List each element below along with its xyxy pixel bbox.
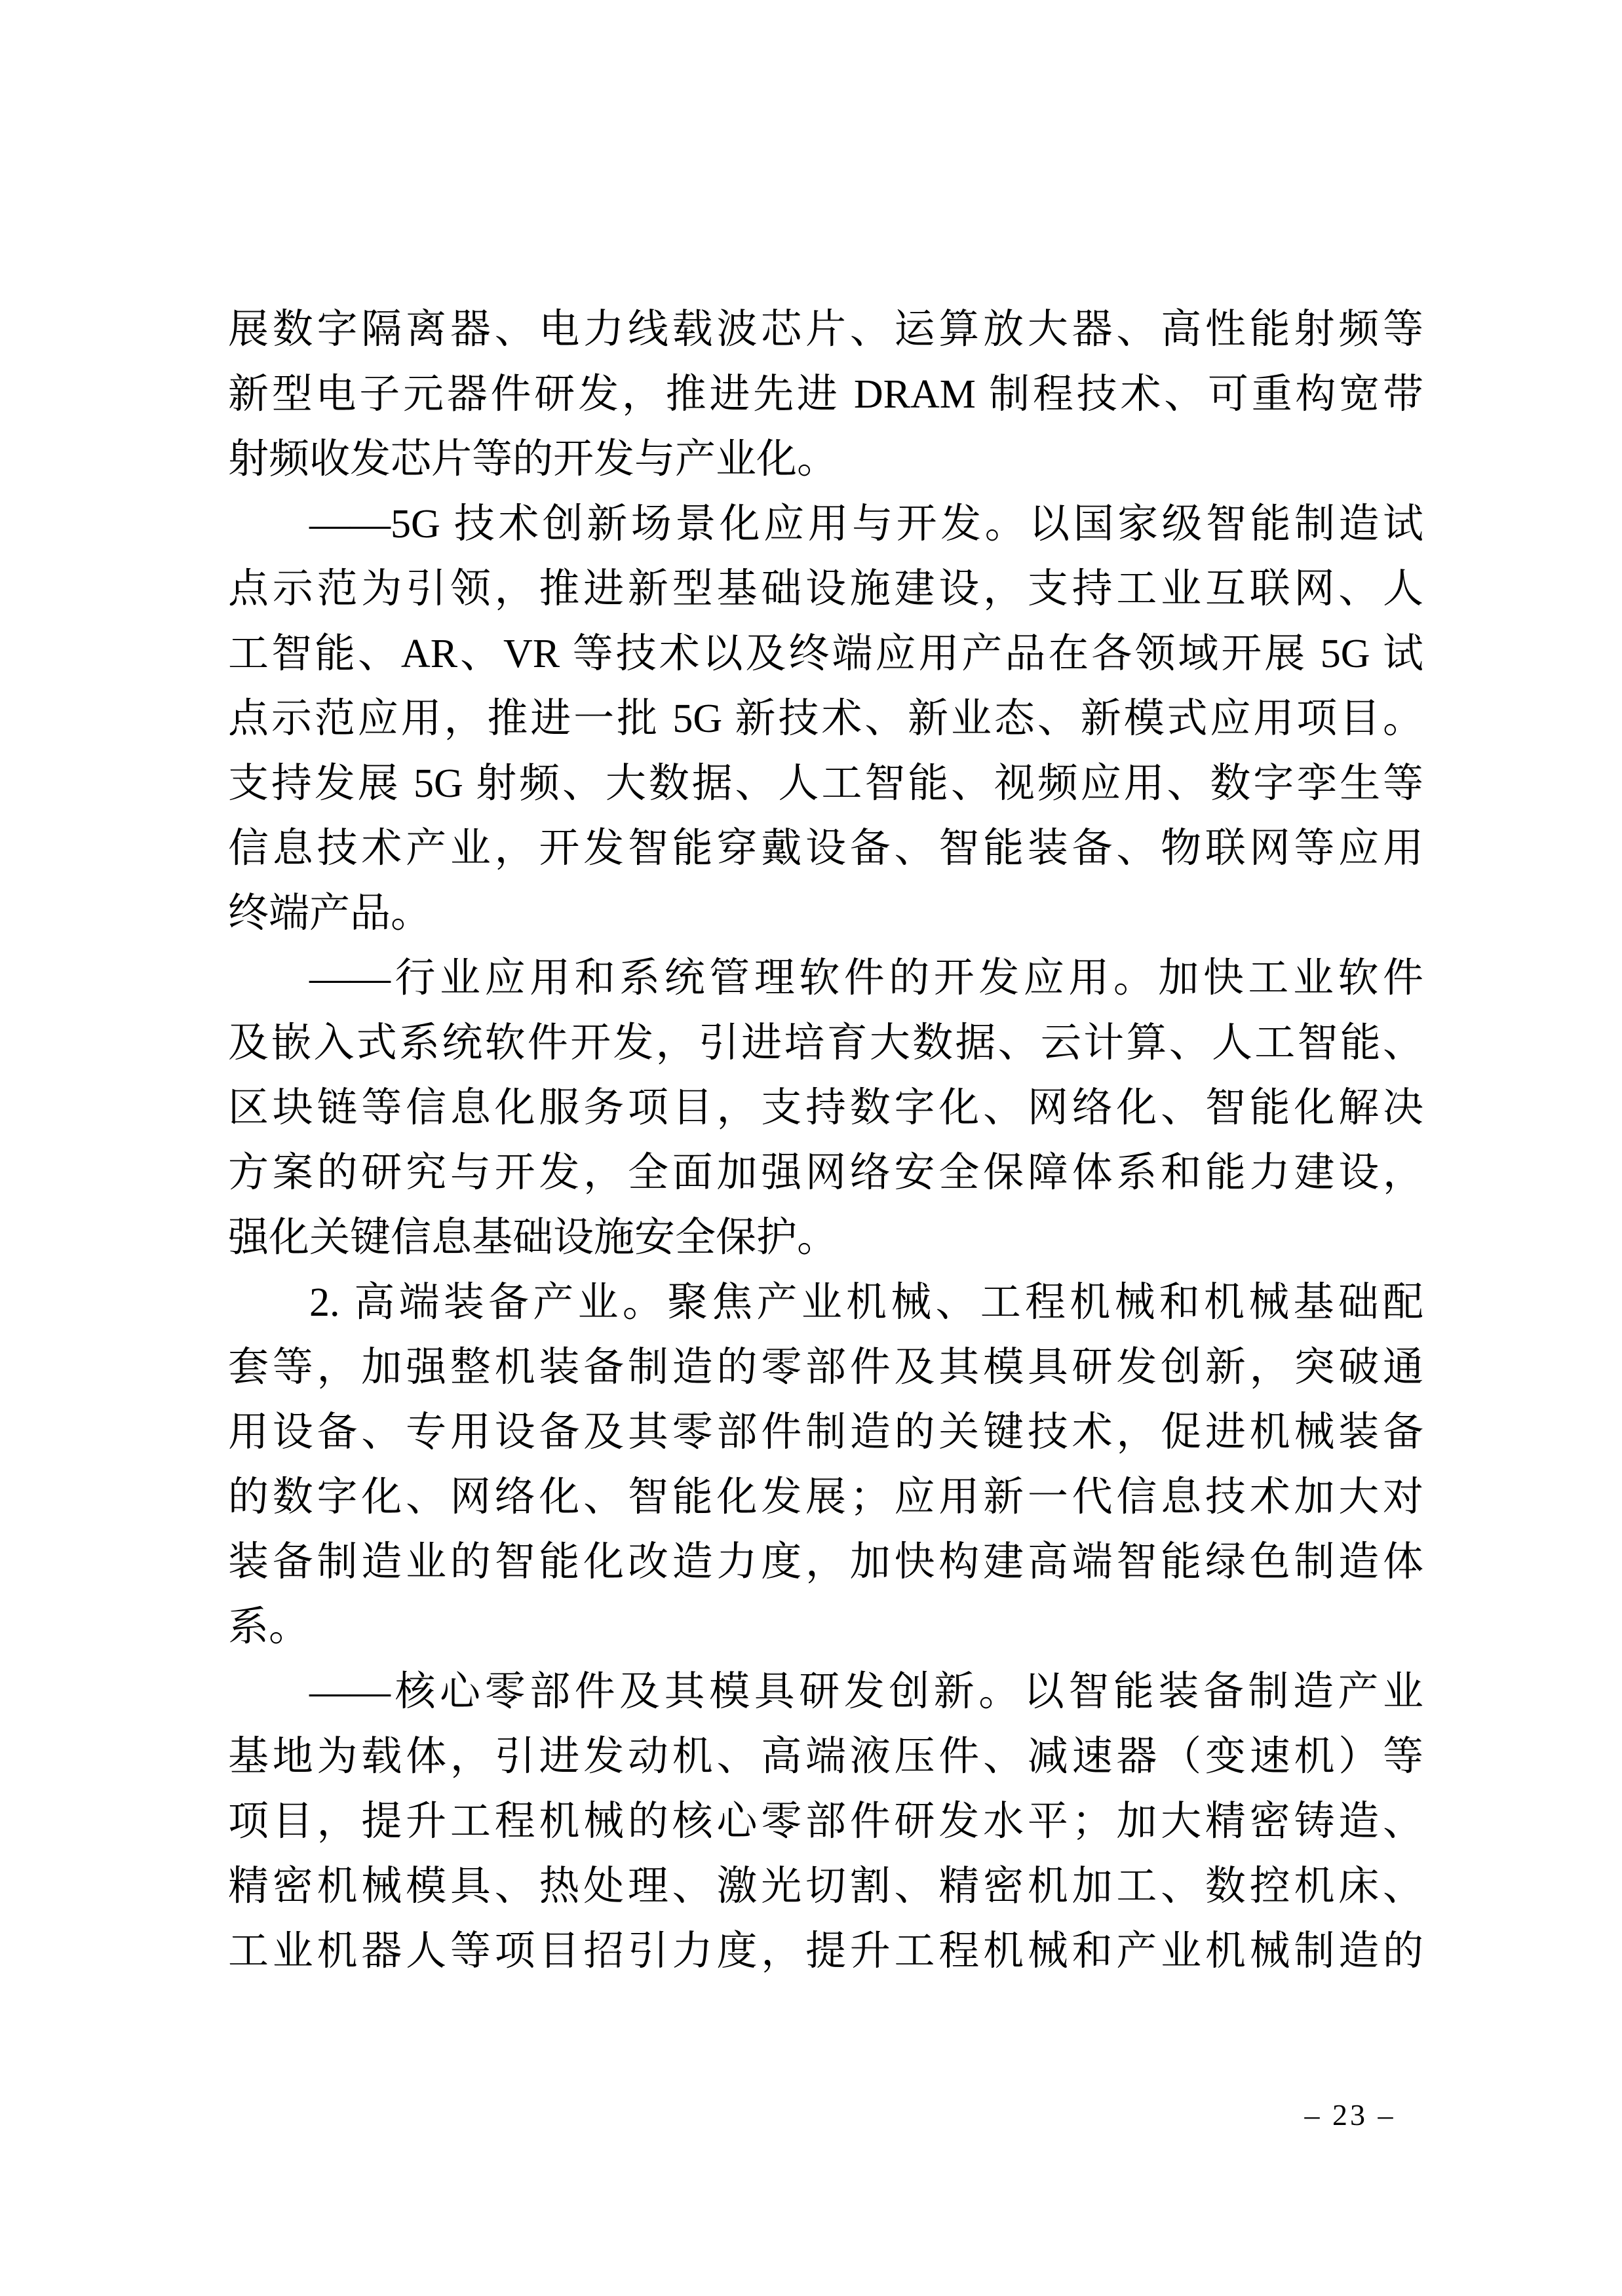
text-line: 系。 [228, 1605, 310, 1649]
text-line: 区块链等信息化服务项目，支持数字化、网络化、智能化解决 [228, 1086, 1423, 1130]
text-line: 2. 高端装备产业。聚焦产业机械、工程机械和机械基础配 [309, 1280, 1423, 1325]
text-line: ——行业应用和系统管理软件的开发应用。加快工业软件 [309, 956, 1423, 1001]
text-line: 用设备、专用设备及其零部件制造的关键技术，促进机械装备 [228, 1410, 1423, 1455]
text-line: 支持发展 5G 射频、大数据、人工智能、视频应用、数字孪生等 [228, 761, 1423, 806]
document-body [228, 297, 1423, 1984]
text-line: 基地为载体，引进发动机、高端液压件、减速器（变速机）等 [228, 1734, 1423, 1779]
text-line: 套等，加强整机装备制造的零部件及其模具研发创新，突破通 [228, 1345, 1423, 1390]
text-line: 精密机械模具、热处理、激光切割、精密机加工、数控机床、 [228, 1864, 1423, 1909]
text-line: 点示范为引领，推进新型基础设施建设，支持工业互联网、人 [228, 567, 1423, 611]
text-line: 装备制造业的智能化改造力度，加快构建高端智能绿色制造体 [228, 1540, 1423, 1584]
text-line: 强化关键信息基础设施安全保护。 [228, 1215, 838, 1260]
text-line: ——5G 技术创新场景化应用与开发。以国家级智能制造试 [309, 502, 1423, 546]
text-line: 新型电子元器件研发，推进先进 DRAM 制程技术、可重构宽带 [228, 372, 1423, 417]
text-line: 展数字隔离器、电力线载波芯片、运算放大器、高性能射频等 [228, 307, 1423, 352]
text-line: 点示范应用，推进一批 5G 新技术、新业态、新模式应用项目。 [228, 697, 1423, 741]
text-line: 的数字化、网络化、智能化发展；应用新一代信息技术加大对 [228, 1475, 1423, 1520]
page-number: – 23 – [1304, 2098, 1396, 2132]
text-line: 工智能、AR、VR 等技术以及终端应用产品在各领域开展 5G 试 [228, 632, 1423, 676]
text-line: ——核心零部件及其模具研发创新。以智能装备制造产业 [309, 1670, 1423, 1714]
text-line: 射频收发芯片等的开发与产业化。 [228, 437, 838, 482]
text-line: 终端产品。 [228, 891, 432, 936]
text-line: 及嵌入式系统软件开发，引进培育大数据、云计算、人工智能、 [228, 1021, 1423, 1065]
text-line: 方案的研究与开发，全面加强网络安全保障体系和能力建设， [228, 1151, 1423, 1195]
text-line: 项目，提升工程机械的核心零部件研发水平；加大精密铸造、 [228, 1799, 1423, 1844]
text-line: 信息技术产业，开发智能穿戴设备、智能装备、物联网等应用 [228, 826, 1423, 871]
text-line: 工业机器人等项目招引力度，提升工程机械和产业机械制造的 [228, 1929, 1423, 1974]
